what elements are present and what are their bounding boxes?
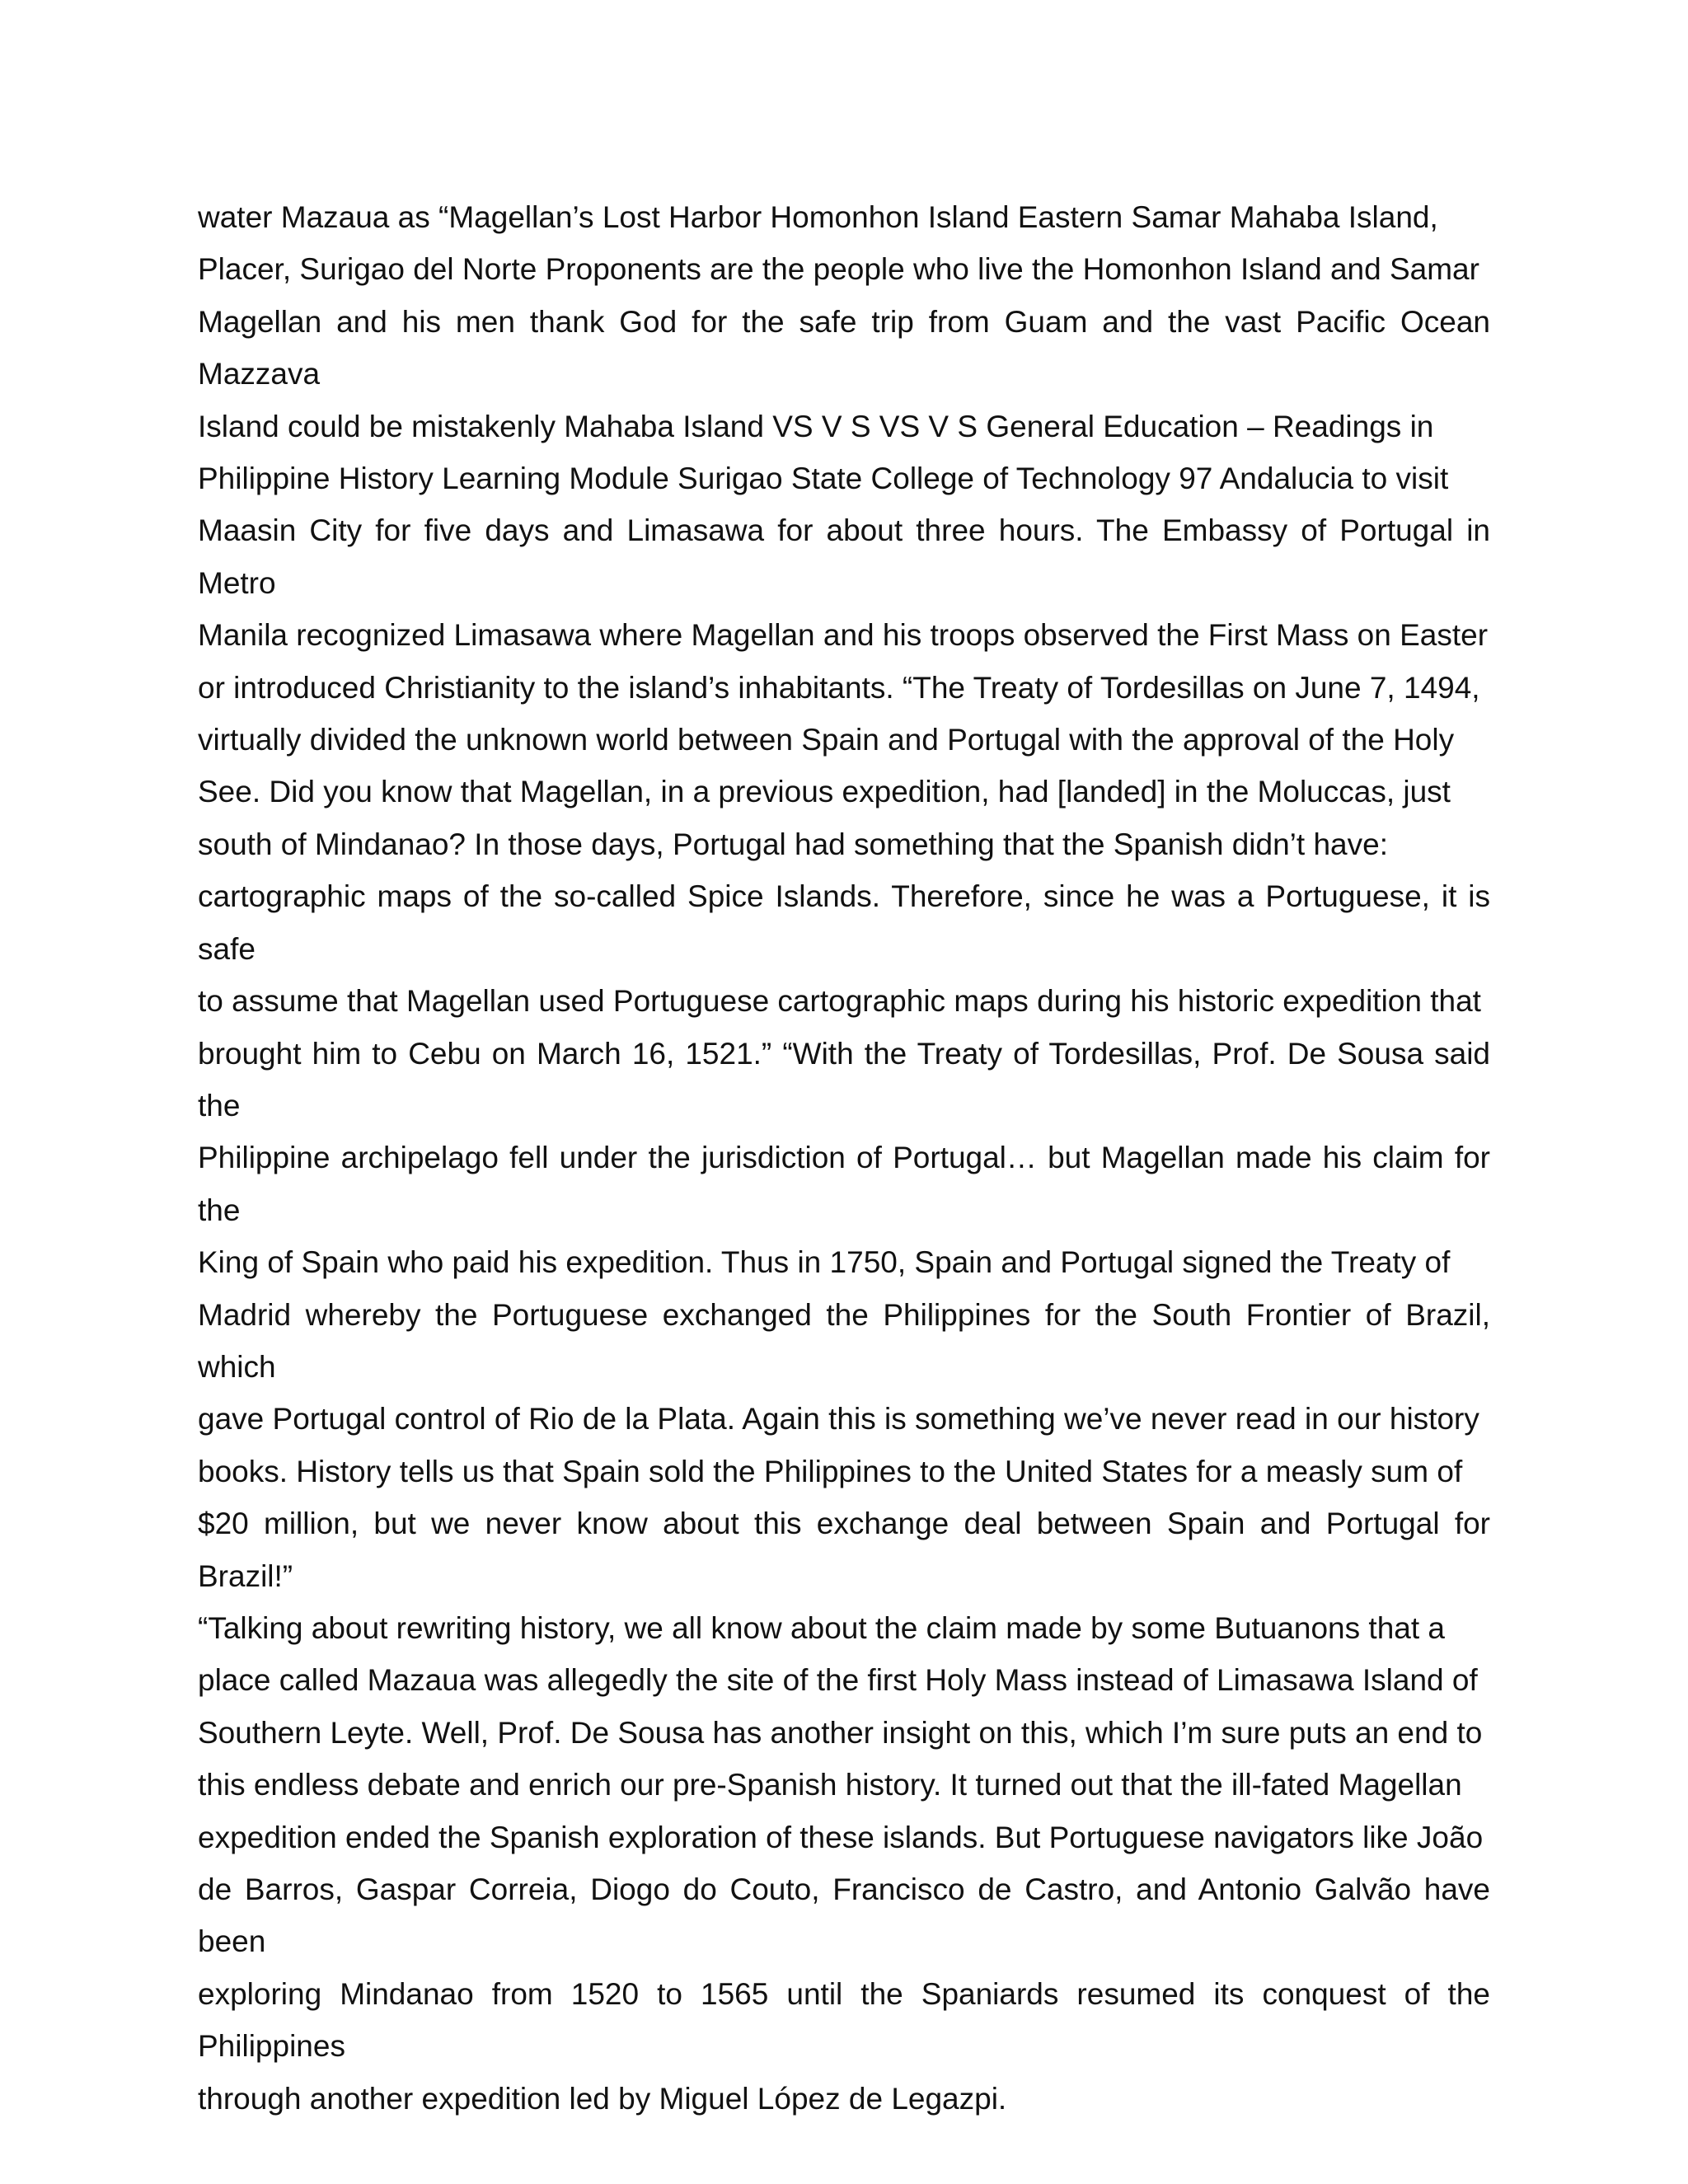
body-paragraph: water Mazaua as “Magellan’s Lost Harbor Homonhon Island Eastern Samar Mahaba Island, Placer, Surigao del Norte Proponents are the people who live the Homonhon Island and Samar Magellan and his men thank God for the safe trip from Guam and the vast Pacific Ocean Mazzava Island could be mistakenly Mahaba Island VS V S VS V S General Education – Readings in Philippine History Learning Module Surigao State College of Technology 97 Andalucia to visit Maasin City for five days and Limasawa for about three hours. The Embassy of Portugal in Metro Manila recognized Limasawa where Magellan and his troops observed the First Mass on Easter or introduced Christianity to the island’s inhabitants. “The Treaty of Tordesillas on June 7, 1494, virtually divided the unknown world between Spain and Portugal with the approval of the Holy See. Did you know that Magellan, in a previous expedition, had [landed] in the Moluccas, just south of Mindanao? In those days, Portugal had something that the Spanish didn’t have: cartographic maps of the so-called Spice Islands. Therefore, since he was a Portuguese, it is safe to assume that Magellan used Portuguese cartographic maps during his historic expedition that brought him to Cebu on March 16, 1521.” “With the Treaty of Tordesillas, Prof. De Sousa said the Philippine archipelago fell under the jurisdiction of Portugal… but Magellan made his claim for the King of Spain who paid his expedition. Thus in 1750, Spain and Portugal signed the Treaty of Madrid whereby the Portuguese exchanged the Philippines for the South Frontier of Brazil, which gave Portugal control of Rio de la Plata. Again this is something we’ve never read in our history books. History tells us that Spain sold the Philippines to the United States for a measly sum of $20 million, but we never know about this exchange deal between Spain and Portugal for Brazil!” “Talking about rewriting history, we all know about the claim made by some Butuanons that a place called Mazaua was allegedly the site of the first Holy Mass instead of Limasawa Island of Southern Leyte. Well, Prof. De Sousa has another insight on this, which I’m sure puts an end to this endless debate and enrich our pre-Spanish history. It turned out that the ill-fated Magellan expedition ended the Spanish exploration of these islands. But Portuguese navigators like João de Barros, Gaspar Correia, Diogo do Couto, Francisco de Castro, and Antonio Galvão have been exploring Mindanao from 1520 to 1565 until the Spaniards resumed its conquest of the Philippines through another expedition led by Miguel López de Legazpi. (198, 200, 1490, 2116)
